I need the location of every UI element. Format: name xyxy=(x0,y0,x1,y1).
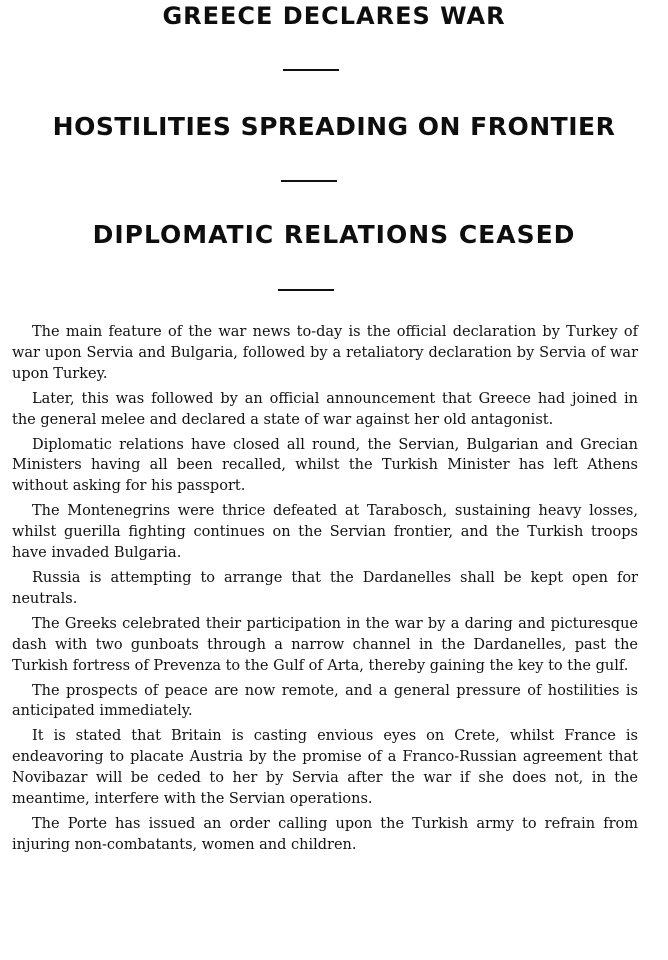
headline-divider xyxy=(281,180,337,182)
article-paragraph: The main feature of the war news to-day is the official declaration by Turkey of war upon Servia and Bulgaria, followed by a retaliatory declaration by Servia of war upon Turkey. xyxy=(12,324,638,382)
main-headline: GREECE DECLARES WAR xyxy=(162,2,506,30)
article-paragraph: The Montenegrins were thrice defeated at Tarabosch, sustaining heavy losses, whilst guerilla fighting continues on the Servian frontier, and the Turkish troops have invaded Bulgaria. xyxy=(12,503,638,562)
article-paragraph: Diplomatic relations have closed all round, the Servian, Bulgarian and Grecian Ministers having all been recalled, whilst the Turkish Minister has left Athens without asking for his passport. xyxy=(12,436,638,495)
third-headline: DIPLOMATIC RELATIONS CEASED xyxy=(92,220,576,249)
article-paragraph: Russia is attempting to arrange that the Dardanelles shall be kept open for neutrals. xyxy=(12,569,638,607)
article-body xyxy=(12,322,638,860)
headline-divider xyxy=(278,289,334,291)
article-paragraph: It is stated that Britain is casting envious eyes on Crete, whilst France is endeavoring to placate Austria by the promise of a Franco-Russian agreement that Novibazar will be ceded to her by Servia after the war if she does not, in the meantime, interfere with the Servian operations. xyxy=(12,728,638,808)
headline-divider xyxy=(283,69,339,71)
second-headline: HOSTILITIES SPREADING ON FRONTIER xyxy=(52,112,616,141)
article-paragraph: The prospects of peace are now remote, and a general pressure of hostilities is anticipated immediately. xyxy=(12,682,638,720)
article-paragraph: Later, this was followed by an official announcement that Greece had joined in the general melee and declared a state of war against her old antagonist. xyxy=(12,390,638,428)
article-paragraph: The Porte has issued an order calling upon the Turkish army to refrain from injuring non-combatants, women and children. xyxy=(12,815,638,853)
article-paragraph: The Greeks celebrated their participation in the war by a daring and picturesque dash with two gunboats through a narrow channel in the Dardanelles, past the Turkish fortress of Prevenza to the Gulf of Arta, thereby gaining the key to the gulf. xyxy=(12,615,638,674)
